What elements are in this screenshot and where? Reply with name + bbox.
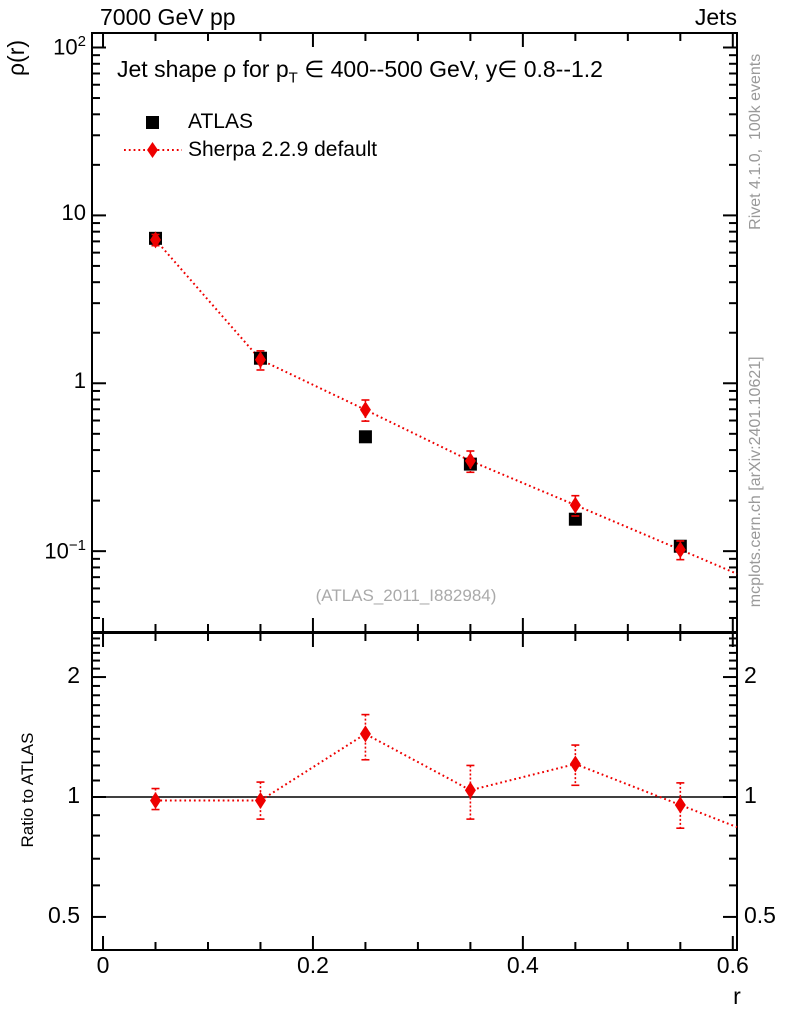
y-ratio-tick-label-left: 2: [67, 662, 80, 689]
legend: [118, 108, 377, 164]
axis-ticks: [92, 33, 737, 950]
y-ratio-tick-label-left: 0.5: [48, 901, 80, 928]
side-note-mcplots: mcplots.cern.ch [arXiv:2401.10621]: [747, 356, 765, 608]
plot-frames: [92, 33, 737, 950]
diamond-dotted-line-icon: [118, 140, 188, 160]
atlas-series-main: [149, 232, 687, 553]
x-tick-label: 0: [96, 952, 110, 978]
ratio-line: [156, 734, 738, 827]
legend-row-atlas: [118, 108, 377, 136]
legend-row-sherpa: [118, 136, 377, 164]
y-main-tick-label: $10^2$: [53, 33, 86, 60]
y-main-tick-label: 1: [73, 368, 86, 394]
y-ratio-tick-label-right: 1: [744, 781, 757, 808]
y-ratio-tick-label-left: 1: [67, 781, 80, 808]
sherpa-series-main: [150, 231, 686, 559]
analysis-group-label: Jets: [694, 4, 737, 30]
beam-energy-label: 7000 GeV pp: [100, 4, 236, 30]
x-axis-label: r: [733, 983, 741, 1009]
x-tick-label: 0.2: [296, 952, 329, 978]
y-main-tick-label: 10: [61, 200, 86, 226]
plot-title: Jet shape ρ for $p_T$ ∈ 400--500 GeV, y∈ 0.8--1.2: [117, 56, 603, 87]
ratio-y-axis-label: Ratio to ATLAS: [18, 732, 37, 848]
square-marker-icon: [118, 112, 188, 132]
y-ratio-tick-label-right: 0.5: [744, 901, 776, 928]
side-note-rivet: Rivet 4.1.0, 100k events: [747, 53, 765, 230]
x-tick-label: 0.4: [506, 952, 539, 978]
legend-label-sherpa: Sherpa 2.2.9 default: [188, 138, 378, 162]
y-axis-label: ρ(r): [3, 39, 29, 77]
mc-line-main: [156, 240, 738, 574]
x-tick-label: 0.6: [716, 952, 749, 978]
y-main-tick-label: $10^{-1}$: [44, 537, 86, 564]
legend-label-atlas: ATLAS: [188, 110, 253, 134]
y-ratio-tick-label-right: 2: [744, 662, 757, 689]
watermark: (ATLAS_2011_I882984): [315, 586, 497, 605]
ratio-points: [150, 715, 686, 829]
